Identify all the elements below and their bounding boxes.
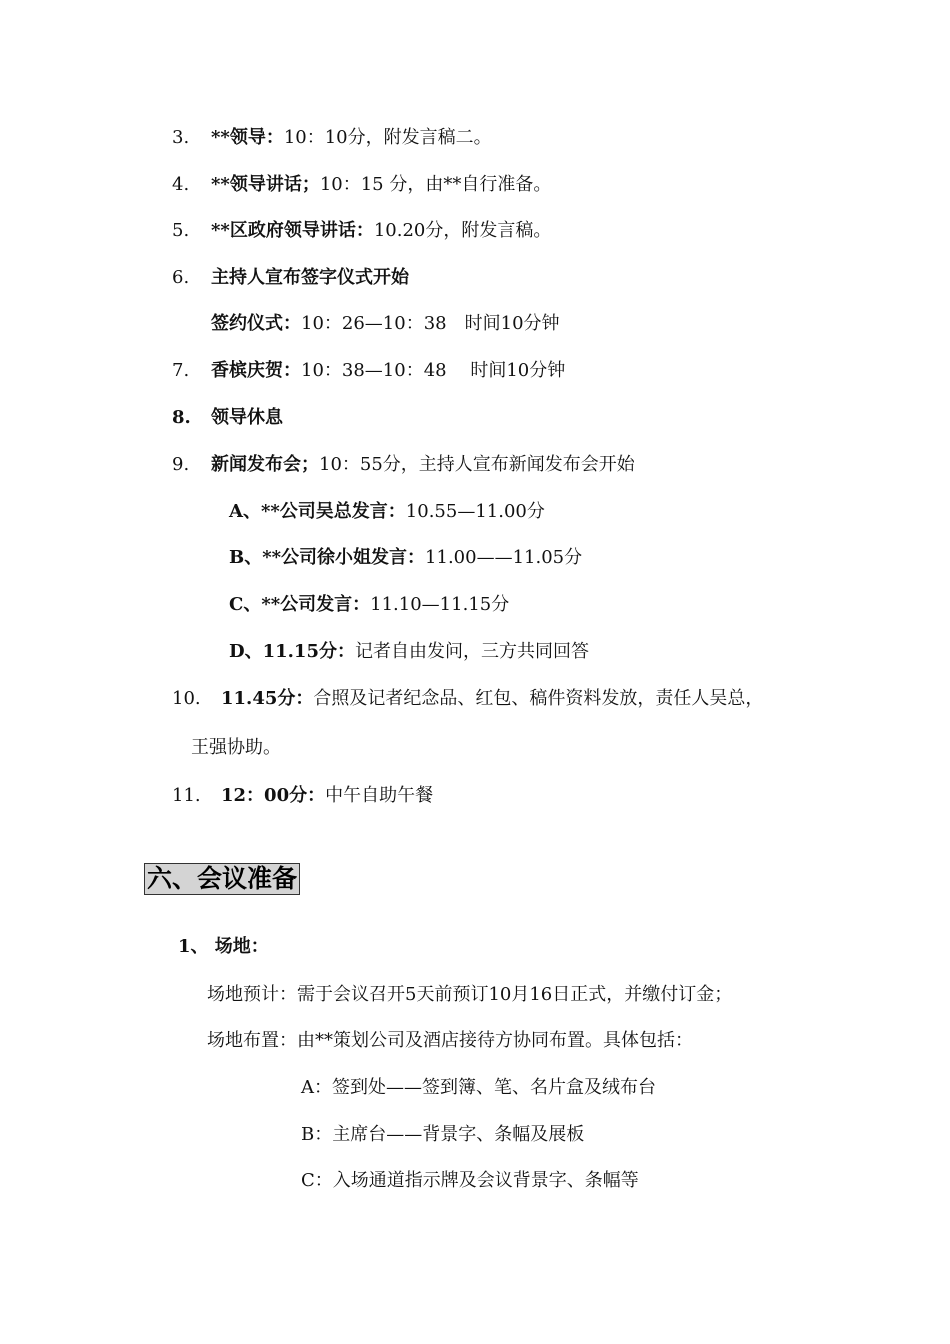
item-text	[229, 594, 509, 616]
item-detail: 中午自助午餐	[325, 785, 434, 806]
item-label: 11.45分：	[221, 688, 314, 709]
item-label: 12：00分：	[221, 785, 326, 806]
item-label: 领导休息	[211, 407, 283, 428]
prep-text: 场地预计：需于会议召开5天前预订10月16日正式，并缴付订金；	[207, 984, 733, 1005]
prep-text: B：主席台——背景字、条幅及展板	[301, 1124, 585, 1145]
item-number: 9.	[172, 454, 190, 475]
item-label: A、**公司吴总发言：	[229, 501, 406, 522]
prep-text: C：入场通道指示牌及会议背景字、条幅等	[301, 1170, 639, 1191]
item-label: **区政府领导讲话：	[211, 220, 374, 241]
item-label: **领导讲话；	[211, 174, 320, 195]
item-label: B、**公司徐小姐发言：	[229, 547, 426, 568]
item-number: 3.	[172, 127, 190, 148]
item-label: 签约仪式：	[211, 313, 301, 334]
item-label: **领导：	[211, 127, 284, 148]
item-detail: 10.20分，附发言稿。	[373, 220, 552, 241]
item-detail: 王强协助。	[191, 737, 281, 758]
item-text	[211, 127, 492, 149]
item-text	[211, 360, 565, 382]
item-number: 5.	[172, 220, 190, 241]
item-detail: 11.10—11.15分	[370, 594, 510, 615]
item-label: 香槟庆贺：	[211, 360, 301, 381]
item-number: 8.	[172, 407, 191, 428]
item-text	[221, 785, 433, 807]
item-detail: 10.55—11.00分	[405, 501, 545, 522]
item-label: 主持人宣布签字仪式开始	[211, 267, 409, 288]
item-text	[211, 313, 560, 335]
item-text	[211, 174, 551, 196]
item-detail: 10：26—10：38 时间10分钟	[301, 313, 560, 334]
item-detail: 记者自由发问，三方共同回答	[354, 641, 589, 662]
item-text	[229, 641, 589, 663]
item-detail: 11.00——11.05分	[425, 547, 583, 568]
item-detail: 10：38—10：48 时间10分钟	[301, 360, 566, 381]
item-text	[211, 267, 409, 289]
item-number: 10.	[172, 688, 201, 709]
item-label: C、**公司发言：	[229, 594, 371, 615]
item-label: 新闻发布会；	[211, 454, 319, 475]
item-number: 11.	[172, 785, 201, 806]
item-text	[211, 454, 635, 476]
prep-text: A：签到处——签到簿、笔、名片盒及绒布台	[301, 1077, 656, 1098]
item-detail: 10：15 分，由**自行准备。	[319, 174, 552, 195]
item-text	[221, 688, 763, 710]
prep-text: 场地布置：由**策划公司及酒店接待方协同布置。具体包括：	[207, 1030, 693, 1051]
prep-label-text: 1、 场地：	[178, 936, 269, 957]
item-number: 7.	[172, 360, 190, 381]
item-text	[211, 220, 551, 242]
section-heading: 六、会议准备	[144, 863, 300, 895]
item-detail: 10：55分，主持人宣布新闻发布会开始	[319, 454, 635, 475]
prep-label	[178, 936, 269, 958]
item-number: 6.	[172, 267, 190, 288]
item-detail: 10：10分，附发言稿二。	[283, 127, 492, 148]
item-text	[229, 501, 545, 523]
item-detail: 合照及记者纪念品、红包、稿件资料发放，责任人吴总，	[313, 688, 764, 709]
item-number: 4.	[172, 174, 190, 195]
item-label: D、11.15分：	[229, 641, 355, 662]
item-text	[229, 547, 582, 569]
item-text	[211, 407, 283, 429]
